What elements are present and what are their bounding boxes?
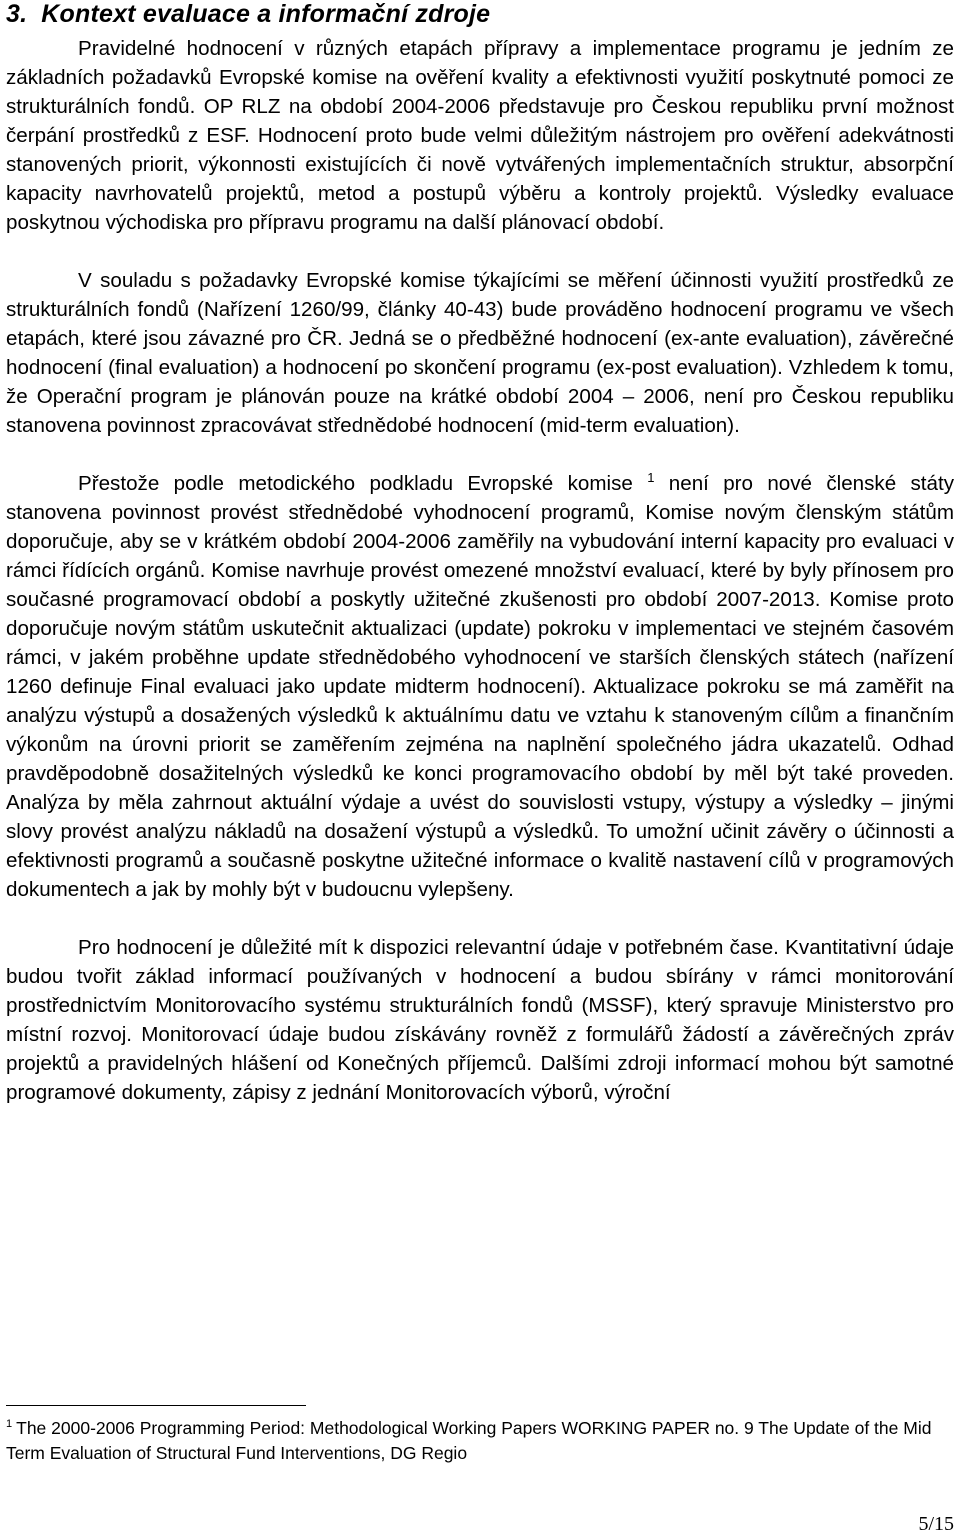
footnote-separator <box>6 1405 306 1406</box>
paragraph-1: Pravidelné hodnocení v různých etapách přípravy a implementace programu je jedním ze základních požadavků Evropské komise na ověření kvality a efektivnosti využití poskytnuté pomoci ze strukturálních fondů. OP RLZ na období 2004-2006 představuje pro Českou republiku první možnost čerpání prostředků z ESF. Hodnocení proto bude velmi důležitým nástrojem pro ověření adekvátnosti stanovených priorit, výkonnosti existujících či nově vytvářených implementačních struktur, absorpční kapacity navrhovatelů projektů, metod a postupů výběru a kontroly projektů. Výsledky evaluace poskytnou východiska pro přípravu programu na další plánovací období. <box>6 37 954 234</box>
section-title-text: Kontext evaluace a informační zdroje <box>41 0 491 28</box>
paragraph-2: V souladu s požadavky Evropské komise týkajícími se měření účinnosti využití prostředků ze strukturálních fondů (Nařízení 1260/99, články 40-43) bude prováděno hodnocení programu ve všech etapách, které jsou závazné pro ČR. Jedná se o předběžné hodnocení (ex-ante evaluation), závěrečné hodnocení (final evaluation) a hodnocení po skončení programu (ex-post evaluation). Vzhledem k tomu, že Operační program je plánován pouze na krátké období 2004 – 2006, není pro Českou republiku stanovena povinnost zpracovávat střednědobé hodnocení (mid-term evaluation). <box>6 269 954 437</box>
footnote-text: The 2000-2006 Programming Period: Methodological Working Papers WORKING PAPER no. 9 The Update of the Mid Term Evaluation of Structural Fund Interventions, DG Regio <box>6 1418 932 1463</box>
footnote <box>6 1416 954 1466</box>
section-heading <box>6 0 954 28</box>
section-number: 3. <box>6 0 28 28</box>
paragraph-3 <box>6 469 954 904</box>
footnote-reference[interactable]: 1 <box>647 470 655 486</box>
page-number: 5/15 <box>918 1513 954 1535</box>
paragraph-3-start: Přestože podle metodického podkladu Evropské komise <box>78 472 633 495</box>
footnote-mark: 1 <box>6 1418 13 1431</box>
paragraph-4: Pro hodnocení je důležité mít k dispozici relevantní údaje v potřebném čase. Kvantitativní údaje budou tvořit základ informací používaných v hodnocení a budou sbírány v rámci monitorování prostřednictvím Monitorovacího systému strukturálních fondů (MSSF), který spravuje Ministerstvo pro místní rozvoj. Monitorovací údaje budou získávány rovněž z formulářů žádostí a závěrečných zpráv projektů a pravidelných hlášení od Konečných příjemců. Dalšími zdroji informací mohou být samotné programové dokumenty, zápisy z jednání Monitorovacích výborů, výroční <box>6 936 954 1104</box>
paragraph-3-rest: není pro nové členské státy stanovena povinnost provést střednědobé vyhodnocení programů, Komise novým členským státům doporučuje, aby se v krátkém období 2004-2006 zaměřily na vybudování interní kapacity pro evaluaci v rámci řídících orgánů. Komise navrhuje provést omezené množství evaluací, které by byly přínosem pro současné programovací období a poskytly užitečné zkušenosti pro období 2007-2013. Komise proto doporučuje novým státům uskutečnit aktualizaci (update) pokroku v implementaci ve stejném časovém rámci, v jakém proběhne update střednědobého vyhodnocení ve starších členských státech (nařízení 1260 definuje Final evaluaci jako update midterm hodnocení). Aktualizace pokroku se má zaměřit na analýzu výstupů a dosažených výsledků k aktuálnímu datu ve vztahu k stanoveným cílům a finančním výkonům na úrovni priorit se zaměřením zejména na naplnění společného jádra ukazatelů. Odhad pravděpodobně dosažitelných výsledků ke konci programovacího období by měl být také proveden. Analýza by měla zahrnout aktuální výdaje a uvést do souvislosti vstupy, výstupy a výsledky – jinými slovy provést analýzu nákladů na dosažení výstupů a výsledků. To umožní učinit závěry o účinnosti a efektivnosti programů a současně poskytne užitečné informace o kvalitě nastavení cílů v programových dokumentech a jak by mohly být v budoucnu vylepšeny. <box>6 472 954 901</box>
